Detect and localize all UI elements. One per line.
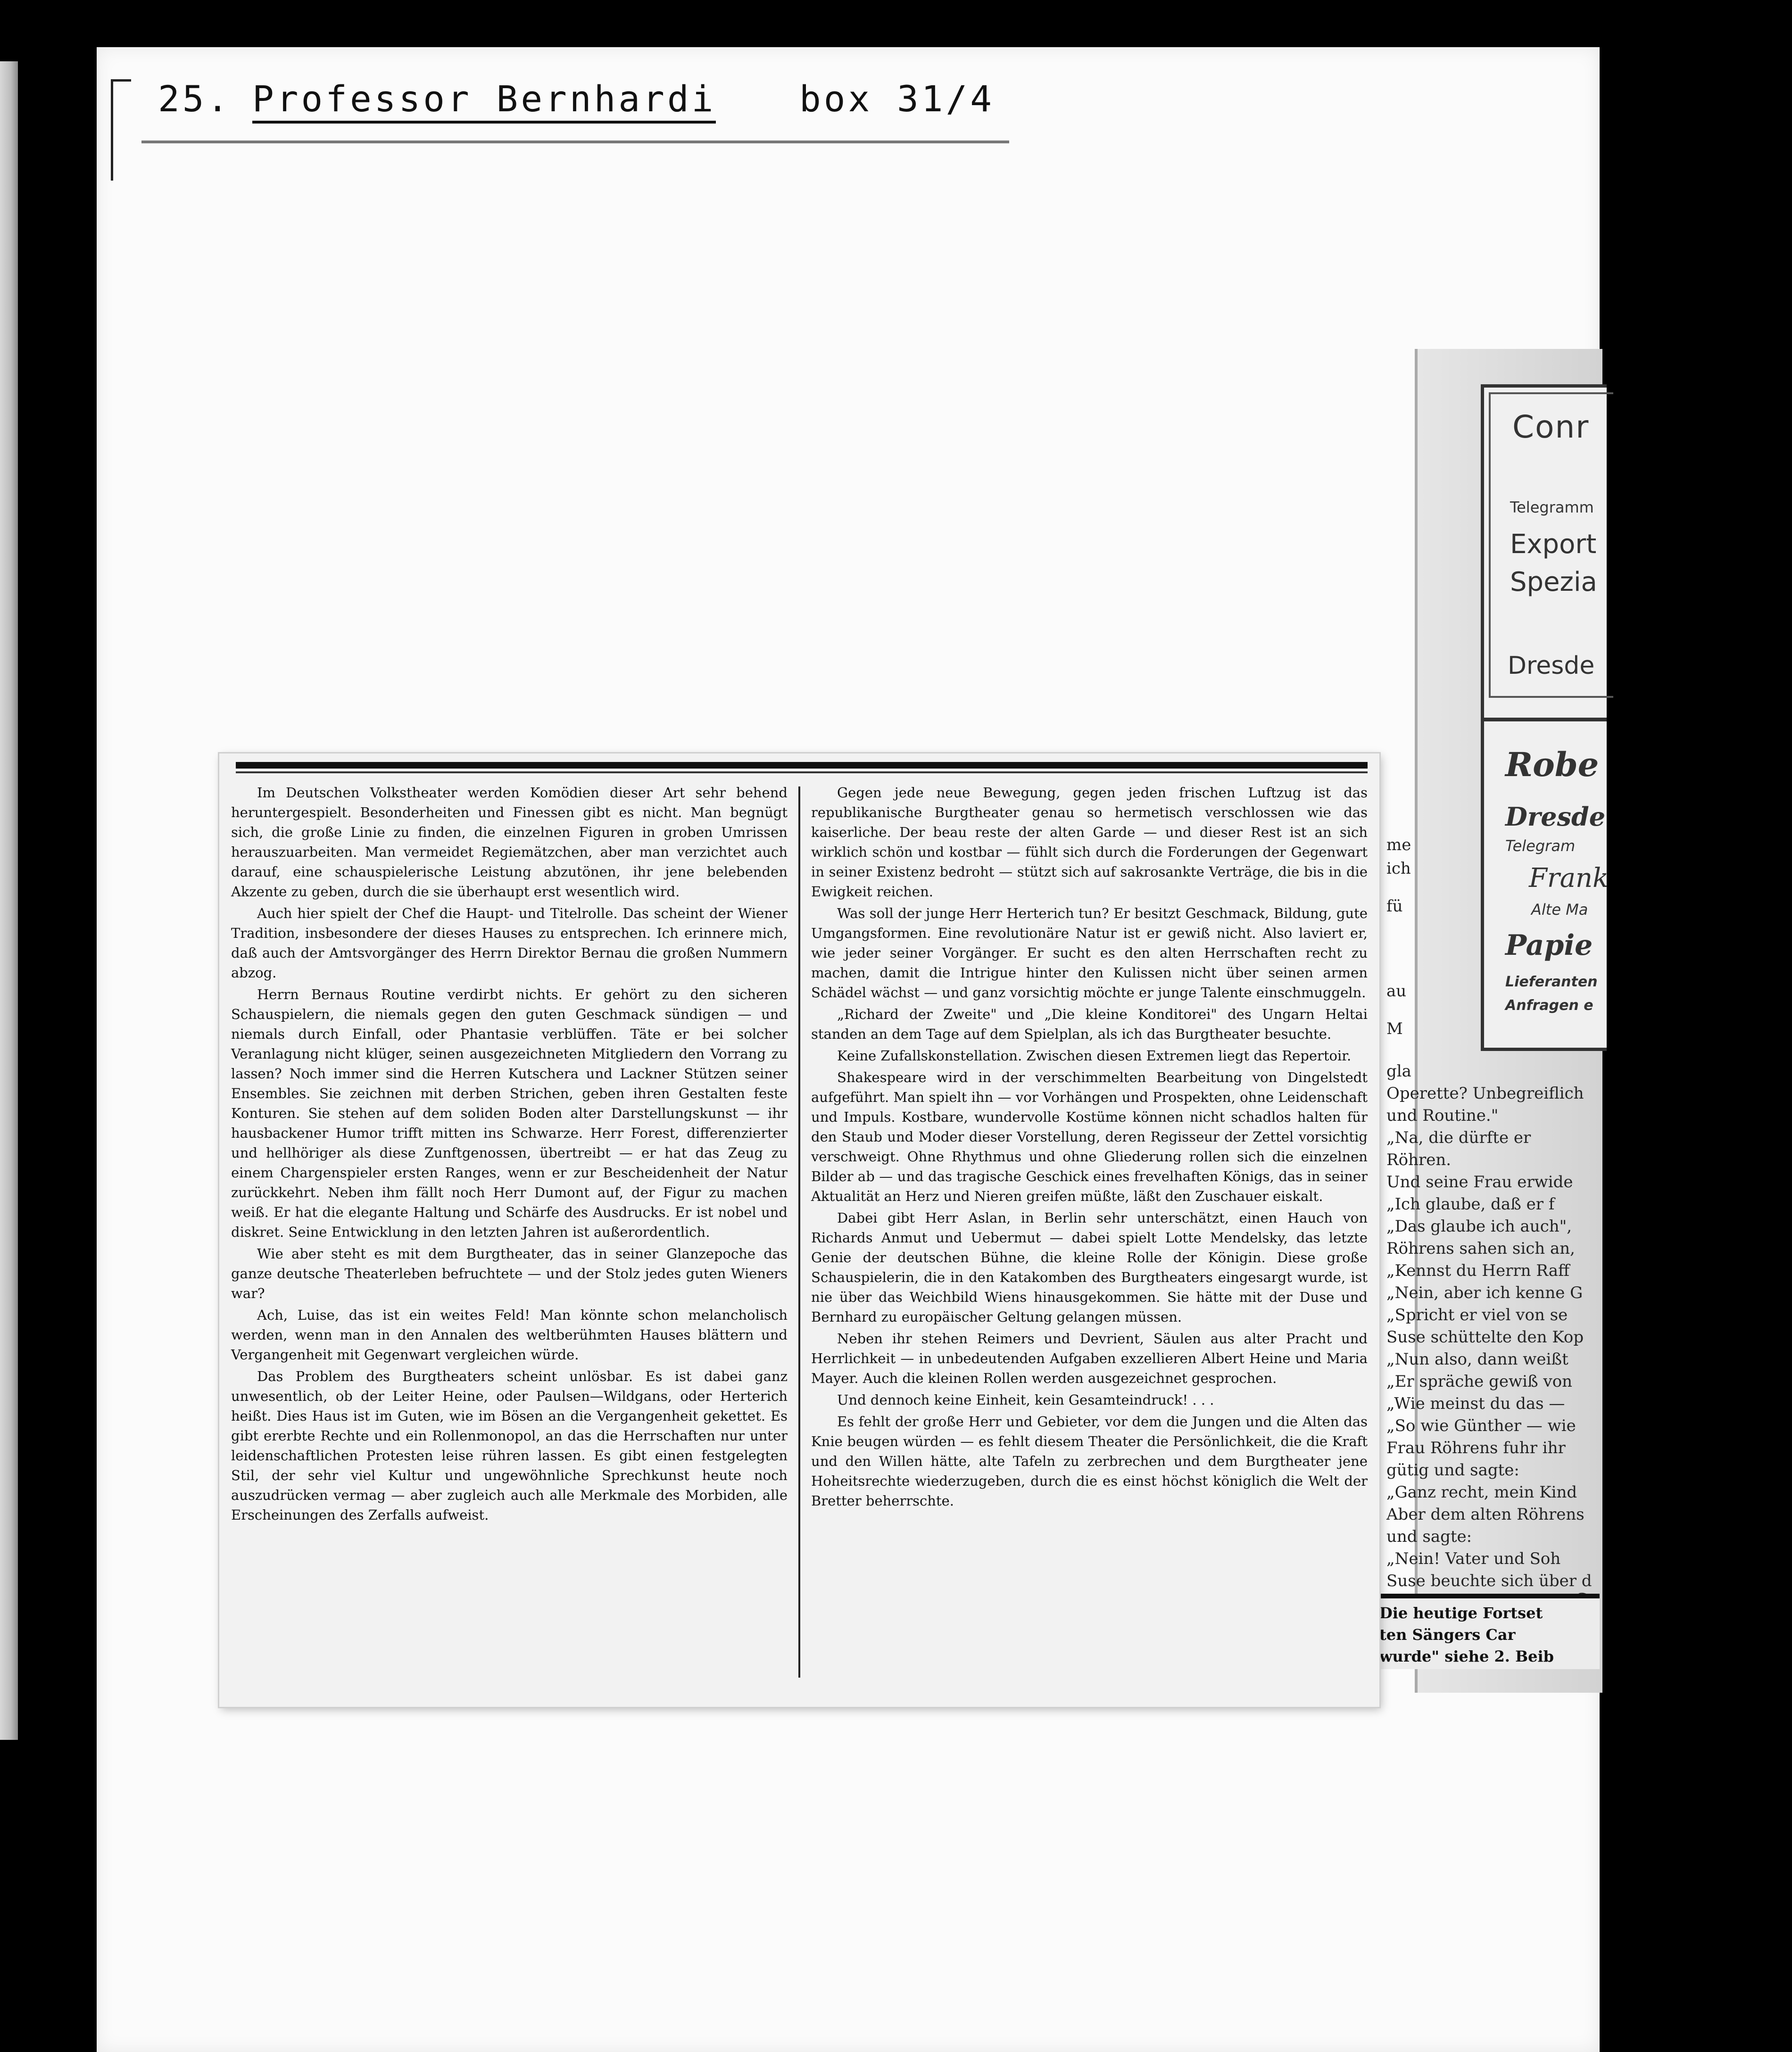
ad-line: Telegram [1505, 837, 1576, 855]
text-fragment: und sagte: [1386, 1527, 1472, 1546]
ad-line: Telegramm [1510, 498, 1594, 516]
text-fragment: „Wie meinst du das — [1386, 1394, 1565, 1413]
text-fragment: „Nein, aber ich kenne G [1386, 1283, 1583, 1302]
continuation-notice [1368, 1594, 1600, 1669]
notice-rule [1368, 1594, 1600, 1598]
text-fragment: Suse beuchte sich über d [1386, 1572, 1592, 1590]
ad-line: Lieferanten [1505, 974, 1598, 990]
text-fragment: Operette? Unbegreiflich [1386, 1084, 1584, 1103]
ad-line: Frank [1529, 863, 1609, 894]
text-fragment: Röhrens sahen sich an, [1386, 1239, 1575, 1258]
paragraph: Auch hier spielt der Chef die Haupt- und Titelrolle. Das scheint der Wiener Tradition, insbesondere der dieses Hauses zu entsprechen. Ich erinnere mich, daß auch der Amtsvorgänger des Herrn Direktor Bernau die großen Nummern abzog. [231, 905, 788, 981]
paragraph: Shakespeare wird in der verschimmelten Bearbeitung von Dingelstedt aufgeführt. Man spielt ihn — vor Vorhängen und Prospekten, ohne Leidenschaft und Impuls. Kostbare, wundervolle Kostüme können nicht schadlos halten für den Staub und Moder dieser Vorstellung, deren Regisseur der Zettel vorsichtig verschweigt. Ohne Rhythmus und ohne Gliederung rollen sich die einzelnen Bilder ab — und das tragische Geschick eines frevelhaften Königs, das in seiner Aktualität an Herz und Nieren greifen müßte, läßt den Zuschauer eiskalt. [811, 1069, 1368, 1204]
corner-mark [111, 79, 131, 181]
adjacent-page-edge [0, 61, 18, 1740]
text-fragment: Röhren. [1386, 1150, 1452, 1169]
text-fragment: „Spricht er viel von se [1386, 1306, 1568, 1324]
text-fragment: gütig und sagte: [1386, 1461, 1519, 1480]
paragraph: Wie aber steht es mit dem Burgtheater, das in seiner Glanzepoche das ganze deutsche Theaterleben befruchtete — und der Stolz jedes guten Wieners war? [231, 1246, 788, 1301]
text-fragment: ich [1386, 859, 1411, 878]
folder-number: 25. [158, 78, 232, 120]
column-divider [798, 786, 800, 1678]
header-rule [141, 141, 1009, 143]
text-fragment: Suse schüttelte den Kop [1386, 1328, 1584, 1347]
paragraph: Gegen jede neue Bewegung, gegen jeden frischen Luftzug ist das republikanische Burgtheater genau so hermetisch verschlossen wie das kaiserliche. Der beau reste der alten Garde — und dieser Rest ist an sich wirklich schön und kostbar — fühlt sich durch die Forderungen der Gegenwart in seiner Existenz bedroht — stützt sich auf sakrosankte Verträge, die bis in die Ewigkeit reichen. [811, 785, 1368, 900]
article-column-left [231, 783, 788, 1527]
box-label: box 31/4 [799, 78, 995, 120]
clipping-rule-thick [236, 762, 1368, 769]
text-fragment: und Routine." [1386, 1106, 1499, 1125]
text-fragment: au [1386, 982, 1407, 1001]
paragraph: Im Deutschen Volkstheater werden Komödien dieser Art sehr behend heruntergespielt. Besonderheiten und Finessen gibt es nicht. Man begnügt sich, die große Linie zu finden, die einzelnen Figuren in groben Umrissen herauszuarbeiten. Man vermeidet Regiemätzchen, aber man verzichtet auch darauf, eine schauspielerische Leistung abzutönen, ihr jene belebenden Akzente zu geben, durch die sie überhaupt erst wesentlich wird. [231, 785, 788, 900]
ad-line: Spezia [1510, 567, 1597, 597]
newspaper-clipping [219, 753, 1379, 1707]
ad-line: Dresde [1508, 652, 1595, 680]
text-fragment: „Nein! Vater und Soh [1386, 1549, 1561, 1568]
text-fragment: me [1386, 836, 1411, 854]
paragraph: Neben ihr stehen Reimers und Devrient, Säulen aus alter Pracht und Herrlichkeit — in unbedeutenden Aufgaben exzellieren Albert Heine und Maria Mayer. Auch die kleinen Rollen werden ausgezeichnet gesprochen. [811, 1331, 1368, 1386]
paragraph: Was soll der junge Herr Herterich tun? Er besitzt Geschmack, Bildung, gute Umgangsformen. Eine revolutionäre Natur ist er gewiß nicht. Also laviert er, wie jeder seiner Vorgänger. Er sucht es den alten Herrschaften recht zu machen, damit die Intrigue hinter den Kulissen nicht über seinen armen Schädel wächst — und ganz vorsichtig möchte er junge Talente einschmuggeln. [811, 905, 1368, 1001]
paragraph: Es fehlt der große Herr und Gebieter, vor dem die Jungen und die Alten das Knie beugen würden — es fehlt diesem Theater die Persönlichkeit, die die Kraft und den Willen hätte, alte Tafeln zu zerbrechen und dem Burgtheater jene Hoheitsrechte wiederzugeben, durch die es einst höchst königlich die Welt der Bretter beherrschte. [811, 1414, 1368, 1509]
text-fragment: „Nun also, dann weißt [1386, 1350, 1568, 1369]
text-fragment: Aber dem alten Röhrens [1386, 1505, 1585, 1524]
notice-line: Die heutige Fortset [1379, 1604, 1543, 1622]
notice-line: wurde" siehe 2. Beib [1379, 1647, 1554, 1665]
ad-line: Anfragen e [1505, 997, 1593, 1014]
text-fragment: „So wie Günther — wie [1386, 1416, 1576, 1435]
text-fragment: „Ganz recht, mein Kind [1386, 1483, 1577, 1502]
ad-line: Dresde [1505, 802, 1606, 832]
ad-line: Papie [1505, 929, 1593, 962]
paragraph: „Richard der Zweite" und „Die kleine Konditorei" des Ungarn Heltai standen an dem Tage auf dem Spielplan, als ich das Burgtheater besuchte. [811, 1006, 1368, 1042]
ad-line: Alte Ma [1531, 901, 1588, 918]
text-fragment: „Kennst du Herrn Raff [1386, 1261, 1570, 1280]
text-fragment: „Das glaube ich auch", [1386, 1217, 1572, 1236]
ad-line: Robe [1505, 745, 1599, 784]
notice-line: ten Sängers Car [1379, 1626, 1516, 1644]
article-column-right [811, 783, 1368, 1513]
paragraph: Dabei gibt Herr Aslan, in Berlin sehr unterschätzt, einen Hauch von Richards Anmut und Uebermut — dabei spielt Lotte Mendelsky, das letzte Genie der deutschen Bühne, die kleine Rolle der Königin. Diese große Schauspielerin, die in den Katakomben des Burgtheaters eingesargt wurde, ist nie über das Weichbild Wiens hinausgekommen. Sie hätte mit der Duse und Bernhard zu europäischer Geltung gelangen müssen. [811, 1210, 1368, 1325]
paragraph: Herrn Bernaus Routine verdirbt nichts. Er gehört zu den sicheren Schauspielern, die niemals gegen den guten Geschmack sündigen — und niemals durch Einfall, oder Phantasie verblüffen. Täte er bei solcher Veranlagung nicht klüger, seinen ausgezeichneten Mitgliedern den Vorrang zu lassen? Noch immer sind die Herren Kutschera und Lackner Stützen seiner Ensembles. Sie zeichnen mit derben Strichen, geben ihren Gestalten feste Konturen. Sie stehen auf dem soliden Boden alter Darstellungskunst — ihr hausbackener Humor trifft mitten ins Schwarze. Herr Forest, differenzierter und hellhöriger als diese Zunftgenossen, übertreibt — er hat das Zeug zu einem Chargenspieler ersten Ranges, wenn er zur Bescheidenheit der Natur zurückkehrt. Neben ihm fällt noch Herr Dumont auf, der Figur zu machen weiß. Er hat die elegante Haltung und Schärfe des Ausdrucks. Er ist nobel und diskret. Seine Entwicklung in den letzten Jahren ist außerordentlich. [231, 986, 788, 1240]
text-fragment: Und seine Frau erwide [1386, 1173, 1573, 1191]
paragraph: Und dennoch keine Einheit, kein Gesamteindruck! . . . [837, 1392, 1214, 1408]
folder-title: Professor Bernhardi [252, 78, 716, 124]
text-fragment: „Na, die dürfte er [1386, 1128, 1531, 1147]
text-fragment: Frau Röhrens fuhr ihr [1386, 1439, 1566, 1457]
text-fragment: gla [1386, 1062, 1411, 1081]
clipping-rule-thin [236, 771, 1368, 773]
text-fragment: M [1386, 1019, 1403, 1038]
text-fragment: „Er spräche gewiß von [1386, 1372, 1573, 1391]
text-fragment: fü [1386, 897, 1403, 916]
paragraph: Das Problem des Burgtheaters scheint unlösbar. Es ist dabei ganz unwesentlich, ob der Leiter Heine, oder Paulsen—Wildgans, oder Herterich heißt. Dies Haus ist im Guten, wie im Bösen an die Vergangenheit gekettet. Es gibt ererbte Rechte und ein Rollenmonopol, an das die Herrschaften nur unter leidenschaftlichen Protesten leise rühren lassen. Es gibt einen festgelegten Stil, der sehr viel Kultur und ungewöhnliche Sprechkunst heute noch auszudrücken vermag — aber zugleich auch alle Merkmale des Morbiden, alle Erscheinungen des Zerfalls aufweist. [231, 1368, 788, 1523]
paragraph: Keine Zufallskonstellation. Zwischen diesen Extremen liegt das Repertoir. [837, 1048, 1352, 1064]
advertisement [1481, 384, 1607, 1051]
text-fragment [1575, 1589, 1792, 1610]
paragraph: Ach, Luise, das ist ein weites Feld! Man könnte schon melancholisch werden, wenn man in den Annalen des weltberühmten Hauses blättern und Vergangenheit mit Gegenwart vergleichen würde. [231, 1307, 788, 1363]
text-fragment: „Ich glaube, daß er f [1386, 1195, 1555, 1214]
ad-line: Export [1510, 529, 1597, 560]
ad-line: Conr [1512, 409, 1590, 445]
